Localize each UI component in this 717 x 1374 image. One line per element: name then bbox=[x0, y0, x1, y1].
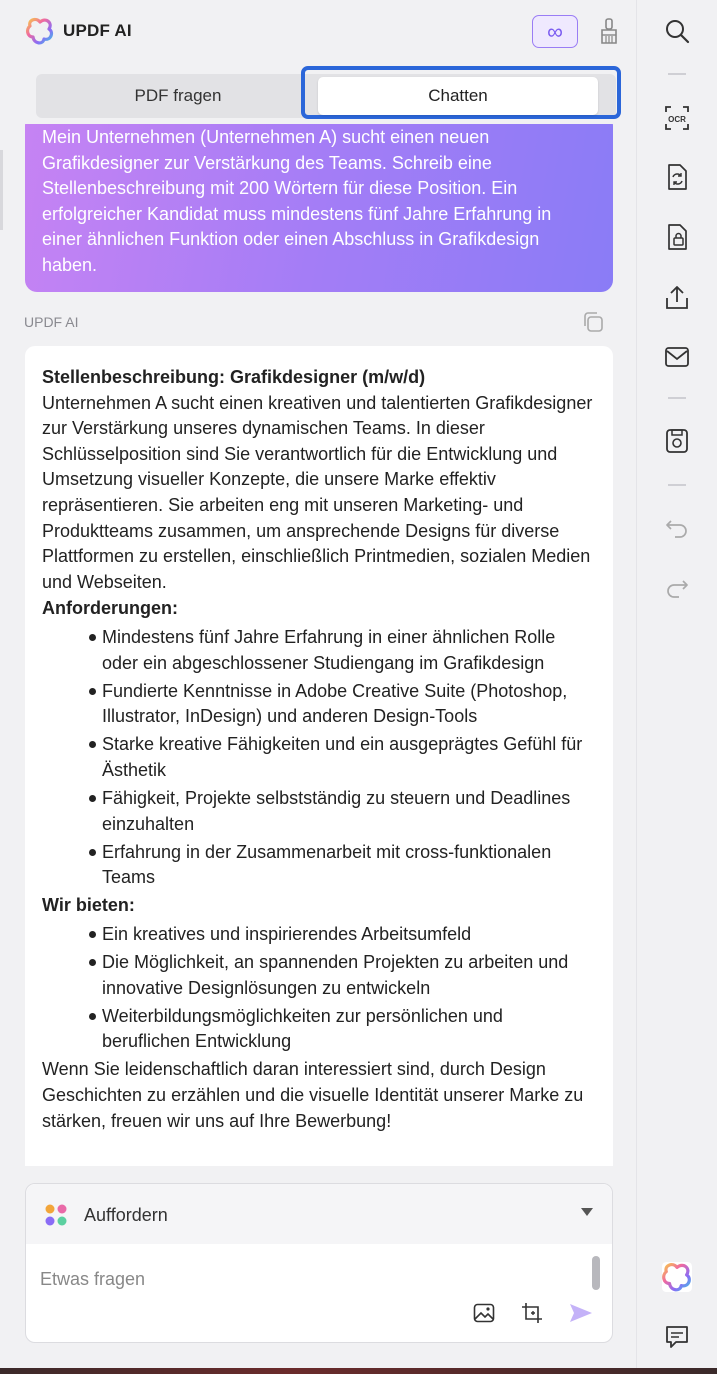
infinity-icon: ∞ bbox=[547, 18, 563, 44]
tab-chatten[interactable]: Chatten bbox=[318, 77, 598, 115]
infinity-plan-button[interactable] bbox=[532, 15, 578, 48]
comment-button[interactable] bbox=[662, 1322, 692, 1352]
redo-icon bbox=[663, 573, 691, 601]
list-item: Fähigkeit, Projekte selbstständig zu steuern und Deadlines einzuhalten bbox=[102, 786, 595, 837]
input-scrollbar[interactable] bbox=[592, 1256, 600, 1290]
prompt-label: Auffordern bbox=[84, 1205, 168, 1225]
list-item: Ein kreatives und inspirierendes Arbeitsumfeld bbox=[102, 922, 595, 948]
save-button[interactable] bbox=[662, 426, 692, 456]
updf-ai-button[interactable] bbox=[662, 1262, 692, 1292]
window-bottom-edge bbox=[0, 1368, 717, 1374]
response-closing: Wenn Sie leidenschaftlich daran interessiert sind, durch Design Geschichten zu erzählen und die visuelle Identität unserer Marke zu stärken, freuen wir uns auf Ihre Bewerbung! bbox=[42, 1059, 584, 1131]
ocr-icon bbox=[663, 104, 691, 132]
share-icon bbox=[663, 284, 691, 312]
protect-button[interactable] bbox=[662, 222, 692, 252]
mail-icon bbox=[663, 343, 691, 371]
updf-ai-icon bbox=[662, 1262, 692, 1292]
chat-scroll-area[interactable] bbox=[0, 124, 636, 1166]
copy-icon[interactable] bbox=[581, 310, 605, 334]
panel-header bbox=[0, 0, 636, 64]
undo-button[interactable] bbox=[662, 512, 692, 542]
list-item: Fundierte Kenntnisse in Adobe Creative Suite (Photoshop, Illustrator, InDesign) und anderen Design-Tools bbox=[102, 679, 595, 730]
image-upload-button[interactable] bbox=[472, 1301, 496, 1325]
brush-icon bbox=[599, 17, 619, 45]
svg-text:OCR: OCR bbox=[668, 115, 686, 124]
list-item: Die Möglichkeit, an spannenden Projekten zu arbeiten und innovative Designlösungen zu entwickeln bbox=[102, 950, 595, 1001]
screenshot-crop-button[interactable] bbox=[520, 1301, 544, 1325]
offers-heading: Wir bieten: bbox=[42, 895, 135, 916]
response-title: Stellenbeschreibung: Grafikdesigner (m/w/d) bbox=[42, 367, 426, 387]
requirements-heading: Anforderungen: bbox=[42, 598, 178, 619]
image-icon bbox=[472, 1301, 496, 1325]
prompt-dots-icon bbox=[44, 1203, 68, 1227]
search-button[interactable] bbox=[662, 16, 692, 46]
clear-chat-brush-button[interactable] bbox=[597, 16, 621, 46]
save-icon bbox=[663, 427, 691, 455]
user-message-bubble bbox=[25, 124, 613, 292]
offers-list bbox=[42, 922, 595, 1055]
ocr-button[interactable] bbox=[662, 103, 692, 133]
share-button[interactable] bbox=[662, 283, 692, 313]
toolbar-divider bbox=[668, 73, 686, 75]
redo-button[interactable] bbox=[662, 572, 692, 602]
list-item: Weiterbildungsmöglichkeiten zur persönlichen und beruflichen Entwicklung bbox=[102, 1004, 595, 1055]
send-icon bbox=[568, 1301, 594, 1325]
lock-file-icon bbox=[663, 223, 691, 251]
response-intro: Unternehmen A sucht einen kreativen und talentierten Grafikdesigner zur Verstärkung unseres dynamischen Teams. In dieser Schlüsselposition sind Sie verantwortlich für die Entwicklung und Umsetzung visueller Konzepte, die unsere Marke effektiv repräsentieren. Sie arbeiten eng mit unseren Marketing- und Produktteams zusammen, um ansprechende Designs für diverse Plattformen zu erstellen, einschließlich Printmedien, sozialen Medien und Webseiten. bbox=[42, 392, 593, 592]
ask-input[interactable] bbox=[40, 1264, 580, 1294]
ai-sender-label: UPDF AI bbox=[24, 314, 79, 330]
tab-pdf-fragen[interactable]: PDF fragen bbox=[134, 86, 222, 105]
list-item: Mindestens fünf Jahre Erfahrung in einer ähnlichen Rolle oder ein abgeschlossener Studiengang im Grafikdesign bbox=[102, 625, 595, 676]
ai-response-card bbox=[25, 346, 613, 1166]
search-icon bbox=[663, 17, 691, 45]
user-message-text: Mein Unternehmen (Unternehmen A) sucht einen neuen Grafikdesigner zur Verstärkung des Teams. Schreib eine Stellenbeschreibung mit 200 Wörtern für diese Position. Ein erfolgreicher Kandidat muss mindestens fünf Jahre Erfahrung in einer ähnlichen Funktion oder einen Abschluss in Grafikdesign haben. bbox=[42, 127, 552, 275]
requirements-list bbox=[42, 625, 595, 891]
toolbar-divider bbox=[668, 397, 686, 399]
chevron-down-icon[interactable] bbox=[581, 1208, 593, 1216]
prompt-selector[interactable] bbox=[26, 1184, 612, 1244]
prompt-composer bbox=[25, 1183, 613, 1343]
send-button[interactable] bbox=[568, 1301, 594, 1325]
right-toolbar bbox=[636, 0, 717, 1374]
list-item: Erfahrung in der Zusammenarbeit mit cross-funktionalen Teams bbox=[102, 840, 595, 891]
convert-button[interactable] bbox=[662, 162, 692, 192]
updf-ai-logo-icon bbox=[26, 17, 54, 45]
convert-icon bbox=[663, 163, 691, 191]
comment-icon bbox=[663, 1323, 691, 1351]
list-item: Starke kreative Fähigkeiten und ein ausgeprägtes Gefühl für Ästhetik bbox=[102, 732, 595, 783]
undo-icon bbox=[663, 513, 691, 541]
toolbar-divider bbox=[668, 484, 686, 486]
email-button[interactable] bbox=[662, 342, 692, 372]
app-title: UPDF AI bbox=[63, 21, 132, 40]
crop-icon bbox=[520, 1301, 544, 1325]
